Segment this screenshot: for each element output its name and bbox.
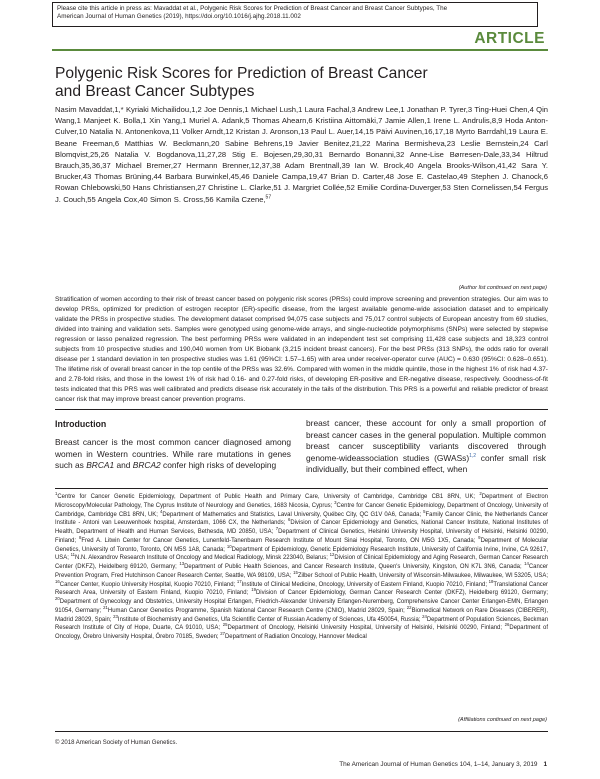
affiliation-number: 22 [406, 604, 412, 610]
affiliation-number: 11 [70, 552, 76, 558]
citation-box [52, 2, 538, 27]
footer-journal: The American Journal of Human Genetics 104, 1–14, January 3, 2019 [339, 761, 538, 768]
copyright-notice: © 2018 American Society of Human Genetics. [55, 740, 178, 746]
affiliation-number: 15 [293, 569, 298, 575]
affiliation-number: 27 [220, 631, 226, 637]
affiliation-number: 14 [524, 561, 529, 567]
affiliation-number: 19 [251, 587, 256, 593]
citation-line-1: Please cite this article in press as: Mavaddat et al., Polygenic Risk Scores for Prediction of Breast Cancer and Breast Cancer Subtypes, The [57, 5, 448, 12]
intro-left-text-3: confer high risks of developing [160, 460, 277, 471]
title-line-2: and Breast Cancer Subtypes [55, 83, 255, 100]
affiliation-number: 5 [423, 508, 426, 514]
affiliation-number: 3 [334, 499, 337, 505]
affiliations-continued-note: (Affiliations continued on next page) [458, 717, 547, 723]
citation-journal-doi[interactable]: American Journal of Human Genetics (2019), https://doi.org/10.1016/j.ajhg.2018.11.002 [57, 13, 301, 20]
introduction-heading: Introduction [55, 419, 107, 429]
intro-left-text-2: and [114, 460, 133, 471]
intro-left-text-1: Breast cancer is the most common cancer diagnosed among women in Western countries. While rare mutations in genes such as [55, 437, 291, 471]
paper-title [55, 65, 535, 101]
affiliations: $^1$Centre for Cancer Genetic Epidemiology, Department of Public Health and Primary Care, University of Cambridge, Cambridge CB1 8RN, UK; $^2$Department of Electron Microscopy/Molecular Pathology, The Cyprus Institute of Neurology and Genetics, 1683 Nicosia, Cyprus; $^3$Centre for Cancer Genetic Epidemiology, Department of Oncology, University of Cambridge, Cambridge CB1 8RN, UK; $^4$Department of Mathematics and Statistics, Laval University, Québec City, QC G1V 0A6, Canada; $^5$Family Cancer Clinic, the Netherlands Cancer Institute - Antoni van Leeuwenhoek hospital, Amsterdam, 1066 CX, the Netherlands; $^6$Division of Cancer Epidemiology and Genetics, National Cancer Institute, National Institutes of Health, Department of Health and Human Services, Bethesda, MD 20850, USA; $^7$Department of Clinical Genetics, Helsinki University Hospital, University of Helsinki, Helsinki 00290, Finland; $^8$Fred A. Litwin Center for Cancer Genetics, Lunenfeld-Tanenbaum Research Institute of Mount Sinai Hospital, Toronto, ON M5G 1X5, Canada; $^9$Department of Molecular Genetics, University of Toronto, Toronto, ON M5S 1A8, Canada; $^{10}$Department of Epidemiology, Genetic Epidemiology Research Institute, University of California Irvine, Irvine, CA 92617, USA; $^{11}$N.N. Alexandrov Research Institute of Oncology and Medical Radiology, Minsk 223040, Belarus; $^{12}$Division of Clinical Epidemiology and Aging Research, German Cancer Research Center (DKFZ), Heidelberg 69120, Germany; $^{13}$Department of Public Health Sciences, and Cancer Research Institute, Queen's University, Kingston, ON K7L 3N6, Canada; $^{14}$Cancer Prevention Program, Fred Hutchinson Cancer Research Center, Seattle, WA 98109, USA; $^{15}$Zilber School of Public Health, University of Wisconsin-Milwaukee, Milwaukee, WI 53205, USA; $^{16}$Cancer Center, Kuopio University Hospital, Kuopio 70210, Finland; $^{17}$Institute of Clinical Medicine, Oncology, University of Eastern Finland, Kuopio 70210, Finland; $^{18}$Translational Cancer Research Area, University of Eastern Finland, Kuopio 70210, Finland; $^{19}$Division of Cancer Epidemiology, German Cancer Research Center (DKFZ), Heidelberg 69120, Germany; $^{20}$Department of Gynecology and Obstetrics, University Hospital Erlangen, Friedrich-Alexander University Erlangen-Nuremberg, Comprehensive Cancer Center Erlangen-EMN, Erlangen 91054, Germany; $^{21}$Human Cancer Genetics Programme, Spanish National Cancer Research Centre (CNIO), Madrid 28029, Spain; $^{22}$Biomedical Network on Rare Diseases (CIBERER), Madrid 28029, Spain; $^{23}$Institute of Biochemistry and Genetics, Ufa Scientific Center of Russian Academy of Sciences, Ufa 450054, Russia; $^{24}$Department of Population Sciences, Beckman Research Institute of City of Hope, Duarte, CA 91010, USA; $^{25}$Department of Oncology, Helsinki University Hospital, University of Helsinki, Helsinki 00290, Finland; $^{26}$Department of Oncology, Örebro University Hospital, Örebro 70185, Sweden; $^{27}$Department of Radiation Oncology, Hannover Medical [55, 491, 549, 640]
affiliation-number: 21 [103, 604, 108, 610]
intro-column-right [306, 418, 546, 476]
intro-column-left [55, 437, 291, 472]
author-affiliation-marker: 57 [265, 194, 272, 201]
reference-link[interactable]: 1,2 [469, 452, 477, 459]
affiliation-number: 20 [55, 596, 60, 602]
affiliations-rule [55, 488, 548, 489]
citation-line-2 [57, 13, 533, 21]
header-rule [52, 49, 548, 51]
gene-brca1: BRCA1 [86, 460, 115, 471]
affiliation-number: 9 [478, 534, 481, 540]
affiliation-number: 4 [159, 508, 163, 514]
affiliation-number: 25 [222, 622, 228, 628]
article-type-label: ARTICLE [474, 30, 545, 47]
affiliation-number: 10 [226, 543, 232, 549]
gene-brca2: BRCA2 [132, 460, 161, 471]
intro-right-text-1: breast cancer, these account for only a small proportion of breast cancer cases in the general population. Multiple common breast cancer susceptibility variants discovered through genome-wideassociation studies (GWASs) [306, 418, 546, 463]
affiliation-number: 2 [479, 491, 482, 497]
abstract-rule [55, 409, 548, 410]
author-list: Nasim Mavaddat,1,* Kyriaki Michailidou,1,2 Joe Dennis,1 Michael Lush,1 Laura Fachal,3 Andrew Lee,1 Jonathan P. Tyrer,3 Ting-Huei Chen,4 Qin Wang,1 Manjeet K. Bolla,1 Xin Yang,1 Muriel A. Adank,5 Thomas Ahearn,6 Kristiina Aittomäki,7 Jamie Allen,1 Irene L. Andrulis,8,9 Hoda Anton-Culver,10 Natalia N. Antonenkova,11 Volker Arndt,12 Kristan J. Aronson,13 Paul L. Auer,14,15 Päivi Auvinen,16,17,18 Myrto Barrdahl,19 Laura E. Beane Freeman,6 Matthias W. Beckmann,20 Sabine Behrens,19 Javier Benitez,21,22 Marina Bermisheva,23 Leslie Bernstein,24 Carl Blomqvist,25,26 Natalia V. Bogdanova,11,27,28 Stig E. Bojesen,29,30,31 Bernardo Bonanni,32 Anne-Lise Børresen-Dale,33,34 Hiltrud Brauch,35,36,37 Michael Bremer,27 Hermann Brenner,12,37,38 Adam Brentnall,39 Ian W. Brock,40 Angela Brooks-Wilson,41,42 Sara Y. Brucker,43 Thomas Brüning,44 Barbara Burwinkel,45,46 Daniele Campa,19,47 Brian D. Carter,48 Jose E. Castelao,49 Stephen J. Chanock,6 Rowan Chlebowski,50 Hans Christiansen,27 Christine L. Clarke,51 J. Margriet Collée,52 Emilie Cordina-Duverger,53 Sten Cornelissen,54 Fergus J. Couch,55 Angela Cox,40 Simon S. Cross,56 Kamila Czene,$^{57}$ [55, 105, 548, 204]
affiliation-number: 26 [504, 622, 510, 628]
intro-right-text-2: confer small risk individually, but their combined effect, when [306, 452, 546, 475]
title-line-1: Polygenic Risk Scores for Prediction of Breast Cancer [55, 65, 428, 82]
affiliation-number: 18 [488, 578, 494, 584]
affiliation-number: 13 [179, 561, 185, 567]
affiliation-number: 16 [55, 578, 60, 584]
affiliation-number: 17 [236, 578, 242, 584]
page-number: 1 [543, 761, 547, 768]
author-list-continued-note: (Author list continued on next page) [458, 285, 547, 291]
abstract: Stratification of women according to their risk of breast cancer based on polygenic risk scores (PRSs) could improve screening and prevention strategies. Our aim was to develop PRSs, optimized for prediction of estrogen receptor (ER)-specific disease, from the largest available genome-wide association dataset and to empirically validate the PRSs in prospective studies. The development dataset comprised 94,075 case subjects and 75,017 control subjects of European ancestry from 69 studies, divided into training and validation sets. Samples were genotyped using genome-wide arrays, and single-nucleotide polymorphisms (SNPs) were selected by stepwise regression or lasso penalized regression. The best performing PRSs were validated in an independent test set comprising 11,428 case subjects and 18,323 control subjects from 10 prospective studies and 190,040 women from UK Biobank (3,215 incident breast cancers). For the best PRSs (313 SNPs), the odds ratio for overall disease per 1 standard deviation in ten prospective studies was 1.61 (95%CI: 1.57–1.65) with area under receiver-operator curve (AUC) = 0.630 (95%CI: 0.628–0.651). The lifetime risk of overall breast cancer in the top centile of the PRSs was 32.6%. Compared with women in the middle quintile, those in the highest 1% of risk had 4.37- and 2.78-fold risks, and those in the lowest 1% of risk had 0.16- and 0.27-fold risks, of developing ER-positive and ER-negative disease, respectively. Goodness-of-fit tests indicated that this PRS was well calibrated and predicts disease risk accurately in the tails of the distribution. This PRS is a powerful and reliable predictor of breast cancer risk that may improve breast cancer prevention programs. [55, 296, 548, 403]
page-footer [339, 761, 547, 768]
affiliation-number: 12 [329, 552, 335, 558]
affiliation-number: 23 [113, 613, 118, 619]
affiliation-number: 6 [287, 517, 291, 523]
affiliation-number: 24 [422, 613, 427, 619]
affiliation-number: 7 [275, 526, 279, 532]
copyright-rule [55, 731, 548, 732]
affiliation-number: 8 [78, 534, 82, 540]
affiliation-number: 1 [55, 491, 58, 497]
